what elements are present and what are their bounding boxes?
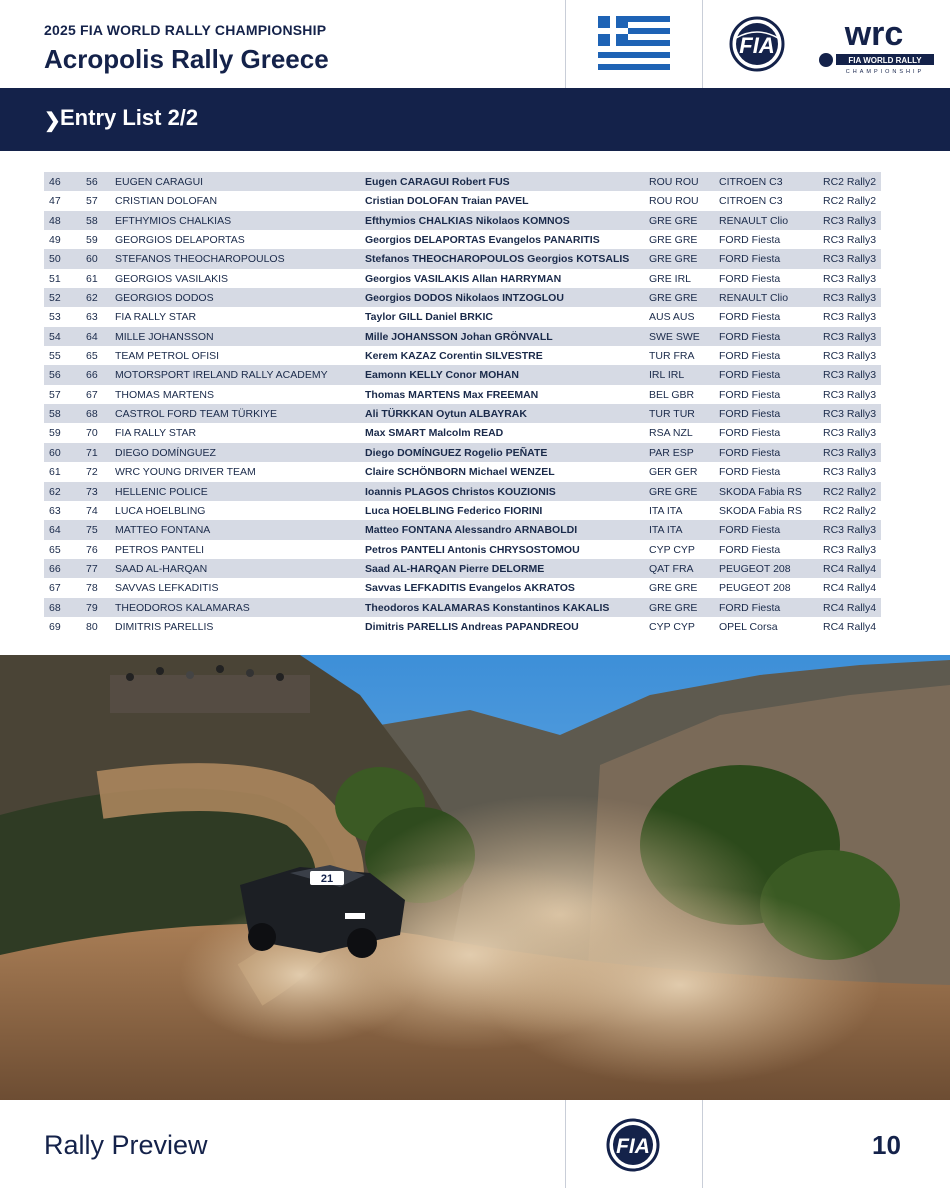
team-name: FIA RALLY STAR: [115, 311, 197, 324]
entry-position: 67: [49, 582, 61, 595]
svg-text:wrc: wrc: [844, 18, 904, 53]
car-model: OPEL Corsa: [719, 620, 778, 633]
entry-list-table: [44, 172, 881, 636]
nationality: GRE GRE: [649, 234, 698, 247]
team-name: DIMITRIS PARELLIS: [115, 620, 214, 633]
entry-position: 60: [49, 446, 61, 459]
car-number: 65: [86, 350, 98, 363]
car-class: RC4 Rally4: [823, 601, 877, 614]
entry-position: 50: [49, 253, 61, 266]
wrc-logo-icon: [812, 18, 936, 74]
nationality: TUR TUR: [649, 408, 695, 421]
car-model: FORD Fiesta: [719, 466, 781, 479]
svg-text:FIA: FIA: [739, 33, 775, 58]
nationality: GRE GRE: [649, 601, 698, 614]
crew-names: Thomas MARTENS Max FREEMAN: [365, 388, 539, 401]
table-row: [44, 172, 881, 191]
section-bar: [0, 88, 950, 151]
nationality: GRE GRE: [649, 485, 698, 498]
car-class: RC3 Rally3: [823, 292, 877, 305]
car-model: FORD Fiesta: [719, 234, 781, 247]
car-model: CITROEN C3: [719, 195, 783, 208]
car-class: RC3 Rally3: [823, 388, 877, 401]
car-model: FORD Fiesta: [719, 388, 781, 401]
entry-position: 58: [49, 408, 61, 421]
car-model: SKODA Fabia RS: [719, 504, 802, 517]
table-row: [44, 578, 881, 597]
entry-position: 62: [49, 485, 61, 498]
page-number: 10: [872, 1130, 901, 1160]
nationality: PAR ESP: [649, 446, 694, 459]
car-class: RC3 Rally3: [823, 427, 877, 440]
svg-text:FIA: FIA: [616, 1135, 650, 1158]
nationality: RSA NZL: [649, 427, 693, 440]
car-model: RENAULT Clio: [719, 292, 789, 305]
car-number: 75: [86, 524, 98, 537]
team-name: GEORGIOS VASILAKIS: [115, 272, 229, 285]
car-model: FORD Fiesta: [719, 427, 781, 440]
car-model: RENAULT Clio: [719, 214, 789, 227]
car-class: RC3 Rally3: [823, 330, 877, 343]
entry-position: 61: [49, 466, 61, 479]
car-class: RC4 Rally4: [823, 582, 877, 595]
table-row: [44, 230, 881, 249]
nationality: GRE GRE: [649, 253, 698, 266]
championship-title: 2025 FIA WORLD RALLY CHAMPIONSHIP: [44, 22, 327, 38]
table-row: [44, 520, 881, 539]
team-name: GEORGIOS DODOS: [115, 292, 214, 305]
entry-position: 53: [49, 311, 61, 324]
car-class: RC3 Rally3: [823, 466, 877, 479]
team-name: MILLE JOHANSSON: [115, 330, 214, 343]
entry-position: 66: [49, 562, 61, 575]
header-divider: [702, 0, 703, 88]
car-class: RC3 Rally3: [823, 369, 877, 382]
nationality: AUS AUS: [649, 311, 695, 324]
crew-names: Saad AL-HARQAN Pierre DELORME: [365, 562, 545, 575]
car-class: RC3 Rally3: [823, 311, 877, 324]
car-number: 57: [86, 195, 98, 208]
event-title: Acropolis Rally Greece: [44, 44, 329, 74]
car-class: RC2 Rally2: [823, 485, 877, 498]
nationality: ITA ITA: [649, 504, 683, 517]
team-name: LUCA HOELBLING: [115, 504, 206, 517]
crew-names: Ali TÜRKKAN Oytun ALBAYRAK: [365, 408, 527, 421]
team-name: EUGEN CARAGUI: [115, 176, 204, 188]
team-name: MOTORSPORT IRELAND RALLY ACADEMY: [115, 369, 328, 382]
entry-position: 63: [49, 504, 61, 517]
car-model: SKODA Fabia RS: [719, 485, 802, 498]
car-class: RC4 Rally4: [823, 562, 877, 575]
entry-position: 52: [49, 292, 61, 305]
nationality: GRE GRE: [649, 292, 698, 305]
car-model: FORD Fiesta: [719, 272, 781, 285]
nationality: GER GER: [649, 466, 698, 479]
entry-position: 65: [49, 543, 61, 556]
table-row: [44, 249, 881, 268]
car-class: RC2 Rally2: [823, 195, 877, 208]
car-number: 64: [86, 330, 98, 343]
nationality: CYP CYP: [649, 543, 695, 556]
nationality: QAT FRA: [649, 562, 694, 575]
team-name: GEORGIOS DELAPORTAS: [115, 234, 245, 247]
car-number: 61: [86, 272, 98, 285]
page-header: [0, 0, 950, 88]
table-row: [44, 501, 881, 520]
nationality: SWE SWE: [649, 330, 700, 343]
nationality: CYP CYP: [649, 620, 695, 633]
car-number: 70: [86, 427, 98, 440]
team-name: TEAM PETROL OFISI: [115, 350, 220, 363]
nationality: GRE GRE: [649, 582, 698, 595]
crew-names: Luca HOELBLING Federico FIORINI: [365, 504, 543, 517]
svg-text:CHAMPIONSHIP: CHAMPIONSHIP: [845, 69, 925, 74]
car-model: CITROEN C3: [719, 176, 783, 188]
crew-names: Georgios DELAPORTAS Evangelos PANARITIS: [365, 234, 600, 247]
car-model: FORD Fiesta: [719, 311, 781, 324]
nationality: ROU ROU: [649, 195, 699, 208]
car-model: FORD Fiesta: [719, 253, 781, 266]
car-class: RC3 Rally3: [823, 524, 877, 537]
table-row: [44, 288, 881, 307]
table-row: [44, 211, 881, 230]
car-number: 59: [86, 234, 98, 247]
car-model: FORD Fiesta: [719, 446, 781, 459]
crew-names: Eugen CARAGUI Robert FUS: [365, 176, 510, 188]
team-name: STEFANOS THEOCHAROPOULOS: [115, 253, 285, 266]
team-name: DIEGO DOMÍNGUEZ: [115, 446, 216, 459]
nationality: GRE GRE: [649, 214, 698, 227]
car-number: 62: [86, 292, 98, 305]
team-name: THEODOROS KALAMARAS: [115, 601, 250, 614]
car-number: 63: [86, 311, 98, 324]
entry-position: 69: [49, 620, 61, 633]
car-class: RC3 Rally3: [823, 543, 877, 556]
car-class: RC3 Rally3: [823, 446, 877, 459]
nationality: ITA ITA: [649, 524, 683, 537]
team-name: FIA RALLY STAR: [115, 427, 197, 440]
table-row: [44, 617, 881, 636]
car-number: 71: [86, 446, 98, 459]
table-row: [44, 385, 881, 404]
chevron-right-icon: ❯: [44, 110, 61, 132]
crew-names: Cristian DOLOFAN Traian PAVEL: [365, 195, 529, 208]
crew-names: Matteo FONTANA Alessandro ARNABOLDI: [365, 524, 578, 537]
crew-names: Kerem KAZAZ Corentin SILVESTRE: [365, 350, 543, 363]
car-model: FORD Fiesta: [719, 543, 781, 556]
entry-position: 68: [49, 601, 61, 614]
car-number: 67: [86, 388, 98, 401]
car-class: RC3 Rally3: [823, 234, 877, 247]
svg-text:FIA WORLD RALLY: FIA WORLD RALLY: [848, 56, 922, 65]
team-name: CASTROL FORD TEAM TÜRKIYE: [115, 408, 277, 421]
entry-position: 59: [49, 427, 61, 440]
crew-names: Theodoros KALAMARAS Konstantinos KAKALIS: [365, 601, 610, 614]
table-row: [44, 559, 881, 578]
nationality: TUR FRA: [649, 350, 695, 363]
nationality: BEL GBR: [649, 388, 695, 401]
team-name: PETROS PANTELI: [115, 543, 205, 556]
table-row: [44, 443, 881, 462]
car-number: 56: [86, 176, 98, 188]
car-model: FORD Fiesta: [719, 524, 781, 537]
table-row: [44, 327, 881, 346]
rally-photo: [0, 655, 950, 1100]
team-name: WRC YOUNG DRIVER TEAM: [115, 466, 256, 479]
crew-names: Eamonn KELLY Conor MOHAN: [365, 369, 520, 382]
crew-names: Stefanos THEOCHAROPOULOS Georgios KOTSALIS: [365, 253, 630, 266]
entry-position: 49: [49, 234, 61, 247]
team-name: THOMAS MARTENS: [115, 388, 214, 401]
crew-names: Efthymios CHALKIAS Nikolaos KOMNOS: [365, 214, 570, 227]
car-model: FORD Fiesta: [719, 601, 781, 614]
table-row: [44, 346, 881, 365]
car-class: RC2 Rally2: [823, 504, 877, 517]
entry-position: 57: [49, 388, 61, 401]
entry-position: 48: [49, 214, 61, 227]
crew-names: Petros PANTELI Antonis CHRYSOSTOMOU: [365, 543, 580, 556]
car-number: 77: [86, 562, 98, 575]
section-title: Entry List 2/2: [60, 105, 199, 130]
car-number: 73: [86, 485, 98, 498]
car-model: FORD Fiesta: [719, 350, 781, 363]
table-row: [44, 307, 881, 326]
entry-position: 56: [49, 369, 61, 382]
crew-names: Savvas LEFKADITIS Evangelos AKRATOS: [365, 582, 575, 595]
entry-position: 47: [49, 195, 61, 208]
crew-names: Max SMART Malcolm READ: [365, 427, 504, 440]
entry-position: 64: [49, 524, 61, 537]
car-model: FORD Fiesta: [719, 330, 781, 343]
footer-label: Rally Preview: [44, 1130, 208, 1160]
crew-names: Georgios DODOS Nikolaos INTZOGLOU: [365, 292, 564, 305]
nationality: ROU ROU: [649, 176, 699, 188]
header-divider: [565, 0, 566, 88]
car-number: 60: [86, 253, 98, 266]
table-row: [44, 269, 881, 288]
crew-names: Dimitris PARELLIS Andreas PAPANDREOU: [365, 620, 579, 633]
rally-car-photo: [0, 655, 950, 1100]
table-row: [44, 365, 881, 384]
team-name: SAAD AL-HARQAN: [115, 562, 208, 575]
table-row: [44, 482, 881, 501]
car-class: RC3 Rally3: [823, 272, 877, 285]
table-row: [44, 404, 881, 423]
fia-logo-icon: [596, 1118, 670, 1172]
footer-divider: [702, 1100, 703, 1188]
fia-logo-icon: [720, 16, 794, 72]
table-row: [44, 540, 881, 559]
car-model: FORD Fiesta: [719, 369, 781, 382]
crew-names: Mille JOHANSSON Johan GRÖNVALL: [365, 330, 553, 343]
entry-position: 51: [49, 272, 61, 285]
crew-names: Taylor GILL Daniel BRKIC: [365, 311, 493, 324]
car-number: 66: [86, 369, 98, 382]
car-number: 79: [86, 601, 98, 614]
car-class: RC3 Rally3: [823, 350, 877, 363]
crew-names: Georgios VASILAKIS Allan HARRYMAN: [365, 272, 562, 285]
car-class: RC3 Rally3: [823, 408, 877, 421]
car-number: 76: [86, 543, 98, 556]
crew-names: Claire SCHÖNBORN Michael WENZEL: [365, 466, 555, 479]
car-number: 74: [86, 504, 98, 517]
car-class: RC3 Rally3: [823, 214, 877, 227]
car-model: FORD Fiesta: [719, 408, 781, 421]
entry-position: 46: [49, 176, 61, 188]
table-row: [44, 191, 881, 210]
entry-position: 55: [49, 350, 61, 363]
footer-divider: [565, 1100, 566, 1188]
car-model: PEUGEOT 208: [719, 562, 791, 575]
team-name: CRISTIAN DOLOFAN: [115, 195, 218, 208]
car-number: 68: [86, 408, 98, 421]
team-name: MATTEO FONTANA: [115, 524, 211, 537]
team-name: SAVVAS LEFKADITIS: [115, 582, 219, 595]
team-name: HELLENIC POLICE: [115, 485, 208, 498]
table-row: [44, 462, 881, 481]
table-row: [44, 598, 881, 617]
car-model: PEUGEOT 208: [719, 582, 791, 595]
entry-position: 54: [49, 330, 61, 343]
car-number: 72: [86, 466, 98, 479]
car-number: 80: [86, 620, 98, 633]
team-name: EFTHYMIOS CHALKIAS: [115, 214, 232, 227]
car-number: 78: [86, 582, 98, 595]
table-row: [44, 423, 881, 442]
car-class: RC3 Rally3: [823, 253, 877, 266]
crew-names: Diego DOMÍNGUEZ Rogelio PEÑATE: [365, 446, 548, 459]
svg-text:21: 21: [320, 873, 334, 885]
nationality: IRL IRL: [649, 369, 685, 382]
car-class: RC4 Rally4: [823, 620, 877, 633]
car-class: RC2 Rally2: [823, 176, 877, 188]
page-footer: [0, 1100, 950, 1188]
greece-flag-icon: [598, 16, 670, 70]
crew-names: Ioannis PLAGOS Christos KOUZIONIS: [365, 485, 556, 498]
car-number: 58: [86, 214, 98, 227]
nationality: GRE IRL: [649, 272, 692, 285]
